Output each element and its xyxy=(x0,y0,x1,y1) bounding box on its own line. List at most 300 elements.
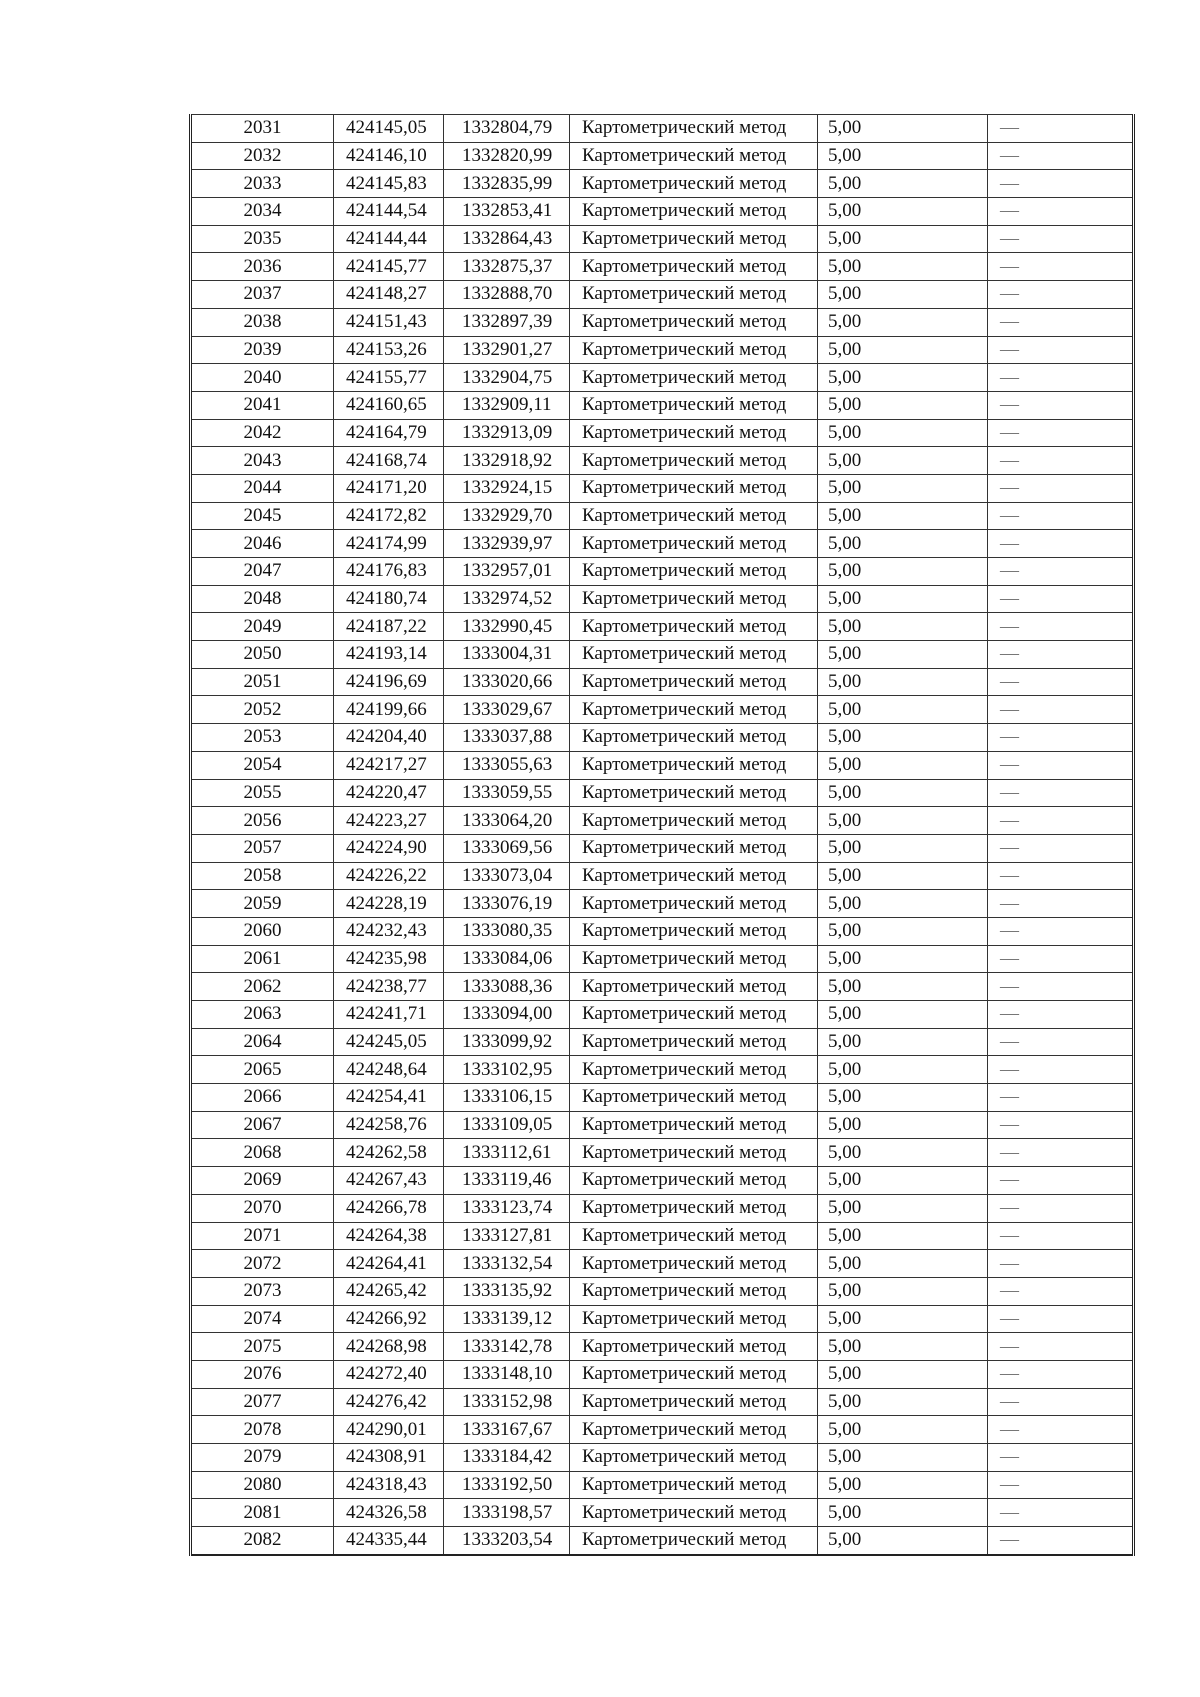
description-cell: — xyxy=(988,530,1134,558)
description-cell: — xyxy=(988,613,1134,641)
table-row xyxy=(191,336,1134,364)
table-row xyxy=(191,391,1134,419)
precision-cell: 5,00 xyxy=(818,308,988,336)
description-cell: — xyxy=(988,142,1134,170)
description-cell: — xyxy=(988,917,1134,945)
y-coordinate-cell: 1333029,67 xyxy=(444,696,570,724)
x-coordinate-cell: 424224,90 xyxy=(334,834,444,862)
table-row xyxy=(191,142,1134,170)
method-cell: Картометрический метод xyxy=(570,1250,818,1278)
description-cell: — xyxy=(988,1444,1134,1472)
table-row xyxy=(191,1416,1134,1444)
precision-cell: 5,00 xyxy=(818,1388,988,1416)
point-number-cell: 2044 xyxy=(191,474,334,502)
point-number-cell: 2081 xyxy=(191,1499,334,1527)
method-cell: Картометрический метод xyxy=(570,1111,818,1139)
method-cell: Картометрический метод xyxy=(570,1527,818,1555)
precision-cell: 5,00 xyxy=(818,1250,988,1278)
method-cell: Картометрический метод xyxy=(570,142,818,170)
x-coordinate-cell: 424266,78 xyxy=(334,1194,444,1222)
point-number-cell: 2057 xyxy=(191,834,334,862)
x-coordinate-cell: 424238,77 xyxy=(334,973,444,1001)
table-row xyxy=(191,945,1134,973)
y-coordinate-cell: 1333084,06 xyxy=(444,945,570,973)
x-coordinate-cell: 424174,99 xyxy=(334,530,444,558)
y-coordinate-cell: 1332888,70 xyxy=(444,281,570,309)
y-coordinate-cell: 1332939,97 xyxy=(444,530,570,558)
description-cell: — xyxy=(988,115,1134,143)
method-cell: Картометрический метод xyxy=(570,1416,818,1444)
table-row xyxy=(191,1333,1134,1361)
precision-cell: 5,00 xyxy=(818,751,988,779)
y-coordinate-cell: 1332875,37 xyxy=(444,253,570,281)
precision-cell: 5,00 xyxy=(818,779,988,807)
method-cell: Картометрический метод xyxy=(570,1471,818,1499)
y-coordinate-cell: 1332804,79 xyxy=(444,115,570,143)
method-cell: Картометрический метод xyxy=(570,419,818,447)
method-cell: Картометрический метод xyxy=(570,391,818,419)
precision-cell: 5,00 xyxy=(818,724,988,752)
precision-cell: 5,00 xyxy=(818,890,988,918)
method-cell: Картометрический метод xyxy=(570,1499,818,1527)
table-row xyxy=(191,834,1134,862)
point-number-cell: 2071 xyxy=(191,1222,334,1250)
description-cell: — xyxy=(988,364,1134,392)
method-cell: Картометрический метод xyxy=(570,1028,818,1056)
point-number-cell: 2074 xyxy=(191,1305,334,1333)
precision-cell: 5,00 xyxy=(818,336,988,364)
point-number-cell: 2062 xyxy=(191,973,334,1001)
x-coordinate-cell: 424144,54 xyxy=(334,198,444,226)
table-row xyxy=(191,1139,1134,1167)
y-coordinate-cell: 1333123,74 xyxy=(444,1194,570,1222)
x-coordinate-cell: 424151,43 xyxy=(334,308,444,336)
table-row xyxy=(191,170,1134,198)
y-coordinate-cell: 1333119,46 xyxy=(444,1167,570,1195)
method-cell: Картометрический метод xyxy=(570,530,818,558)
point-number-cell: 2063 xyxy=(191,1001,334,1029)
point-number-cell: 2032 xyxy=(191,142,334,170)
point-number-cell: 2078 xyxy=(191,1416,334,1444)
description-cell: — xyxy=(988,1277,1134,1305)
point-number-cell: 2050 xyxy=(191,641,334,669)
x-coordinate-cell: 424145,83 xyxy=(334,170,444,198)
point-number-cell: 2040 xyxy=(191,364,334,392)
point-number-cell: 2034 xyxy=(191,198,334,226)
y-coordinate-cell: 1333069,56 xyxy=(444,834,570,862)
x-coordinate-cell: 424204,40 xyxy=(334,724,444,752)
table-row xyxy=(191,1056,1134,1084)
point-number-cell: 2054 xyxy=(191,751,334,779)
precision-cell: 5,00 xyxy=(818,391,988,419)
point-number-cell: 2073 xyxy=(191,1277,334,1305)
method-cell: Картометрический метод xyxy=(570,1001,818,1029)
precision-cell: 5,00 xyxy=(818,696,988,724)
description-cell: — xyxy=(988,1001,1134,1029)
y-coordinate-cell: 1332820,99 xyxy=(444,142,570,170)
y-coordinate-cell: 1333135,92 xyxy=(444,1277,570,1305)
precision-cell: 5,00 xyxy=(818,1360,988,1388)
description-cell: — xyxy=(988,1250,1134,1278)
point-number-cell: 2051 xyxy=(191,668,334,696)
method-cell: Картометрический метод xyxy=(570,1444,818,1472)
y-coordinate-cell: 1333132,54 xyxy=(444,1250,570,1278)
table-row xyxy=(191,1167,1134,1195)
point-number-cell: 2049 xyxy=(191,613,334,641)
point-number-cell: 2080 xyxy=(191,1471,334,1499)
method-cell: Картометрический метод xyxy=(570,1277,818,1305)
x-coordinate-cell: 424187,22 xyxy=(334,613,444,641)
precision-cell: 5,00 xyxy=(818,668,988,696)
point-number-cell: 2055 xyxy=(191,779,334,807)
description-cell: — xyxy=(988,474,1134,502)
precision-cell: 5,00 xyxy=(818,973,988,1001)
description-cell: — xyxy=(988,1028,1134,1056)
description-cell: — xyxy=(988,502,1134,530)
precision-cell: 5,00 xyxy=(818,917,988,945)
description-cell: — xyxy=(988,170,1134,198)
y-coordinate-cell: 1333055,63 xyxy=(444,751,570,779)
point-number-cell: 2035 xyxy=(191,225,334,253)
point-number-cell: 2036 xyxy=(191,253,334,281)
point-number-cell: 2077 xyxy=(191,1388,334,1416)
x-coordinate-cell: 424248,64 xyxy=(334,1056,444,1084)
precision-cell: 5,00 xyxy=(818,364,988,392)
point-number-cell: 2066 xyxy=(191,1084,334,1112)
table-row xyxy=(191,724,1134,752)
method-cell: Картометрический метод xyxy=(570,281,818,309)
description-cell: — xyxy=(988,834,1134,862)
x-coordinate-cell: 424164,79 xyxy=(334,419,444,447)
method-cell: Картометрический метод xyxy=(570,751,818,779)
precision-cell: 5,00 xyxy=(818,115,988,143)
y-coordinate-cell: 1332909,11 xyxy=(444,391,570,419)
table-row xyxy=(191,1277,1134,1305)
point-number-cell: 2075 xyxy=(191,1333,334,1361)
precision-cell: 5,00 xyxy=(818,1001,988,1029)
table-row xyxy=(191,225,1134,253)
table-row xyxy=(191,1084,1134,1112)
y-coordinate-cell: 1333109,05 xyxy=(444,1111,570,1139)
x-coordinate-cell: 424254,41 xyxy=(334,1084,444,1112)
description-cell: — xyxy=(988,973,1134,1001)
precision-cell: 5,00 xyxy=(818,1527,988,1555)
table-row xyxy=(191,862,1134,890)
description-cell: — xyxy=(988,1111,1134,1139)
y-coordinate-cell: 1332990,45 xyxy=(444,613,570,641)
y-coordinate-cell: 1332929,70 xyxy=(444,502,570,530)
x-coordinate-cell: 424290,01 xyxy=(334,1416,444,1444)
x-coordinate-cell: 424308,91 xyxy=(334,1444,444,1472)
precision-cell: 5,00 xyxy=(818,1444,988,1472)
point-number-cell: 2039 xyxy=(191,336,334,364)
method-cell: Картометрический метод xyxy=(570,225,818,253)
y-coordinate-cell: 1332897,39 xyxy=(444,308,570,336)
table-row xyxy=(191,558,1134,586)
description-cell: — xyxy=(988,724,1134,752)
precision-cell: 5,00 xyxy=(818,1111,988,1139)
x-coordinate-cell: 424144,44 xyxy=(334,225,444,253)
table-row xyxy=(191,1001,1134,1029)
table-row xyxy=(191,585,1134,613)
table-row xyxy=(191,1028,1134,1056)
precision-cell: 5,00 xyxy=(818,834,988,862)
description-cell: — xyxy=(988,1305,1134,1333)
method-cell: Картометрический метод xyxy=(570,724,818,752)
point-number-cell: 2070 xyxy=(191,1194,334,1222)
x-coordinate-cell: 424276,42 xyxy=(334,1388,444,1416)
table-row xyxy=(191,281,1134,309)
y-coordinate-cell: 1332864,43 xyxy=(444,225,570,253)
y-coordinate-cell: 1332913,09 xyxy=(444,419,570,447)
table-row xyxy=(191,253,1134,281)
method-cell: Картометрический метод xyxy=(570,917,818,945)
point-number-cell: 2076 xyxy=(191,1360,334,1388)
method-cell: Картометрический метод xyxy=(570,336,818,364)
precision-cell: 5,00 xyxy=(818,1499,988,1527)
point-number-cell: 2061 xyxy=(191,945,334,973)
x-coordinate-cell: 424168,74 xyxy=(334,447,444,475)
table-row xyxy=(191,751,1134,779)
x-coordinate-cell: 424146,10 xyxy=(334,142,444,170)
coordinates-table xyxy=(189,114,1135,1556)
table-row xyxy=(191,613,1134,641)
description-cell: — xyxy=(988,807,1134,835)
table-row xyxy=(191,973,1134,1001)
x-coordinate-cell: 424272,40 xyxy=(334,1360,444,1388)
method-cell: Картометрический метод xyxy=(570,1360,818,1388)
precision-cell: 5,00 xyxy=(818,1277,988,1305)
method-cell: Картометрический метод xyxy=(570,613,818,641)
x-coordinate-cell: 424196,69 xyxy=(334,668,444,696)
point-number-cell: 2031 xyxy=(191,115,334,143)
precision-cell: 5,00 xyxy=(818,530,988,558)
description-cell: — xyxy=(988,1360,1134,1388)
precision-cell: 5,00 xyxy=(818,945,988,973)
x-coordinate-cell: 424228,19 xyxy=(334,890,444,918)
table-row xyxy=(191,807,1134,835)
point-number-cell: 2046 xyxy=(191,530,334,558)
x-coordinate-cell: 424262,58 xyxy=(334,1139,444,1167)
method-cell: Картометрический метод xyxy=(570,447,818,475)
point-number-cell: 2056 xyxy=(191,807,334,835)
point-number-cell: 2053 xyxy=(191,724,334,752)
y-coordinate-cell: 1333192,50 xyxy=(444,1471,570,1499)
precision-cell: 5,00 xyxy=(818,1028,988,1056)
point-number-cell: 2047 xyxy=(191,558,334,586)
x-coordinate-cell: 424245,05 xyxy=(334,1028,444,1056)
description-cell: — xyxy=(988,751,1134,779)
description-cell: — xyxy=(988,890,1134,918)
x-coordinate-cell: 424193,14 xyxy=(334,641,444,669)
x-coordinate-cell: 424232,43 xyxy=(334,917,444,945)
table-row xyxy=(191,419,1134,447)
method-cell: Картометрический метод xyxy=(570,807,818,835)
x-coordinate-cell: 424199,66 xyxy=(334,696,444,724)
y-coordinate-cell: 1333059,55 xyxy=(444,779,570,807)
description-cell: — xyxy=(988,253,1134,281)
precision-cell: 5,00 xyxy=(818,1333,988,1361)
x-coordinate-cell: 424226,22 xyxy=(334,862,444,890)
point-number-cell: 2064 xyxy=(191,1028,334,1056)
point-number-cell: 2045 xyxy=(191,502,334,530)
precision-cell: 5,00 xyxy=(818,1084,988,1112)
precision-cell: 5,00 xyxy=(818,1139,988,1167)
point-number-cell: 2037 xyxy=(191,281,334,309)
method-cell: Картометрический метод xyxy=(570,558,818,586)
method-cell: Картометрический метод xyxy=(570,1222,818,1250)
y-coordinate-cell: 1332835,99 xyxy=(444,170,570,198)
description-cell: — xyxy=(988,1388,1134,1416)
point-number-cell: 2042 xyxy=(191,419,334,447)
table-row xyxy=(191,1194,1134,1222)
x-coordinate-cell: 424180,74 xyxy=(334,585,444,613)
method-cell: Картометрический метод xyxy=(570,170,818,198)
point-number-cell: 2038 xyxy=(191,308,334,336)
description-cell: — xyxy=(988,225,1134,253)
point-number-cell: 2052 xyxy=(191,696,334,724)
table-row xyxy=(191,1111,1134,1139)
y-coordinate-cell: 1332904,75 xyxy=(444,364,570,392)
y-coordinate-cell: 1333064,20 xyxy=(444,807,570,835)
precision-cell: 5,00 xyxy=(818,1471,988,1499)
description-cell: — xyxy=(988,336,1134,364)
table-row xyxy=(191,917,1134,945)
table-row xyxy=(191,1360,1134,1388)
description-cell: — xyxy=(988,1084,1134,1112)
point-number-cell: 2033 xyxy=(191,170,334,198)
method-cell: Картометрический метод xyxy=(570,474,818,502)
table-row xyxy=(191,890,1134,918)
y-coordinate-cell: 1332901,27 xyxy=(444,336,570,364)
precision-cell: 5,00 xyxy=(818,170,988,198)
table-row xyxy=(191,1305,1134,1333)
x-coordinate-cell: 424267,43 xyxy=(334,1167,444,1195)
y-coordinate-cell: 1333102,95 xyxy=(444,1056,570,1084)
y-coordinate-cell: 1333073,04 xyxy=(444,862,570,890)
description-cell: — xyxy=(988,585,1134,613)
x-coordinate-cell: 424160,65 xyxy=(334,391,444,419)
method-cell: Картометрический метод xyxy=(570,973,818,1001)
x-coordinate-cell: 424155,77 xyxy=(334,364,444,392)
x-coordinate-cell: 424235,98 xyxy=(334,945,444,973)
point-number-cell: 2048 xyxy=(191,585,334,613)
y-coordinate-cell: 1333152,98 xyxy=(444,1388,570,1416)
y-coordinate-cell: 1332957,01 xyxy=(444,558,570,586)
y-coordinate-cell: 1333167,67 xyxy=(444,1416,570,1444)
point-number-cell: 2043 xyxy=(191,447,334,475)
point-number-cell: 2067 xyxy=(191,1111,334,1139)
method-cell: Картометрический метод xyxy=(570,308,818,336)
description-cell: — xyxy=(988,391,1134,419)
y-coordinate-cell: 1332853,41 xyxy=(444,198,570,226)
description-cell: — xyxy=(988,1056,1134,1084)
y-coordinate-cell: 1332918,92 xyxy=(444,447,570,475)
precision-cell: 5,00 xyxy=(818,1416,988,1444)
table-row xyxy=(191,1222,1134,1250)
table-row xyxy=(191,1499,1134,1527)
precision-cell: 5,00 xyxy=(818,1194,988,1222)
table-row xyxy=(191,1444,1134,1472)
precision-cell: 5,00 xyxy=(818,281,988,309)
coordinates-table-body xyxy=(191,115,1134,1555)
point-number-cell: 2060 xyxy=(191,917,334,945)
description-cell: — xyxy=(988,1471,1134,1499)
y-coordinate-cell: 1333139,12 xyxy=(444,1305,570,1333)
method-cell: Картометрический метод xyxy=(570,1084,818,1112)
precision-cell: 5,00 xyxy=(818,198,988,226)
precision-cell: 5,00 xyxy=(818,613,988,641)
table-row xyxy=(191,447,1134,475)
table-row xyxy=(191,474,1134,502)
table-row xyxy=(191,696,1134,724)
method-cell: Картометрический метод xyxy=(570,364,818,392)
x-coordinate-cell: 424217,27 xyxy=(334,751,444,779)
precision-cell: 5,00 xyxy=(818,641,988,669)
method-cell: Картометрический метод xyxy=(570,115,818,143)
table-row xyxy=(191,1250,1134,1278)
table-row xyxy=(191,198,1134,226)
description-cell: — xyxy=(988,419,1134,447)
table-row xyxy=(191,779,1134,807)
table-row xyxy=(191,530,1134,558)
y-coordinate-cell: 1333106,15 xyxy=(444,1084,570,1112)
y-coordinate-cell: 1333142,78 xyxy=(444,1333,570,1361)
y-coordinate-cell: 1333037,88 xyxy=(444,724,570,752)
y-coordinate-cell: 1333184,42 xyxy=(444,1444,570,1472)
point-number-cell: 2069 xyxy=(191,1167,334,1195)
description-cell: — xyxy=(988,641,1134,669)
table-row xyxy=(191,668,1134,696)
method-cell: Картометрический метод xyxy=(570,1305,818,1333)
precision-cell: 5,00 xyxy=(818,1222,988,1250)
point-number-cell: 2079 xyxy=(191,1444,334,1472)
description-cell: — xyxy=(988,1194,1134,1222)
y-coordinate-cell: 1333094,00 xyxy=(444,1001,570,1029)
y-coordinate-cell: 1332924,15 xyxy=(444,474,570,502)
precision-cell: 5,00 xyxy=(818,419,988,447)
point-number-cell: 2068 xyxy=(191,1139,334,1167)
method-cell: Картометрический метод xyxy=(570,834,818,862)
method-cell: Картометрический метод xyxy=(570,1167,818,1195)
x-coordinate-cell: 424176,83 xyxy=(334,558,444,586)
method-cell: Картометрический метод xyxy=(570,1056,818,1084)
point-number-cell: 2065 xyxy=(191,1056,334,1084)
x-coordinate-cell: 424145,77 xyxy=(334,253,444,281)
description-cell: — xyxy=(988,945,1134,973)
table-row xyxy=(191,1471,1134,1499)
method-cell: Картометрический метод xyxy=(570,945,818,973)
point-number-cell: 2082 xyxy=(191,1527,334,1555)
description-cell: — xyxy=(988,281,1134,309)
description-cell: — xyxy=(988,558,1134,586)
point-number-cell: 2058 xyxy=(191,862,334,890)
precision-cell: 5,00 xyxy=(818,1167,988,1195)
method-cell: Картометрический метод xyxy=(570,502,818,530)
description-cell: — xyxy=(988,1333,1134,1361)
x-coordinate-cell: 424223,27 xyxy=(334,807,444,835)
method-cell: Картометрический метод xyxy=(570,253,818,281)
x-coordinate-cell: 424171,20 xyxy=(334,474,444,502)
description-cell: — xyxy=(988,1499,1134,1527)
method-cell: Картометрический метод xyxy=(570,779,818,807)
precision-cell: 5,00 xyxy=(818,585,988,613)
y-coordinate-cell: 1333088,36 xyxy=(444,973,570,1001)
point-number-cell: 2072 xyxy=(191,1250,334,1278)
point-number-cell: 2041 xyxy=(191,391,334,419)
x-coordinate-cell: 424265,42 xyxy=(334,1277,444,1305)
precision-cell: 5,00 xyxy=(818,807,988,835)
